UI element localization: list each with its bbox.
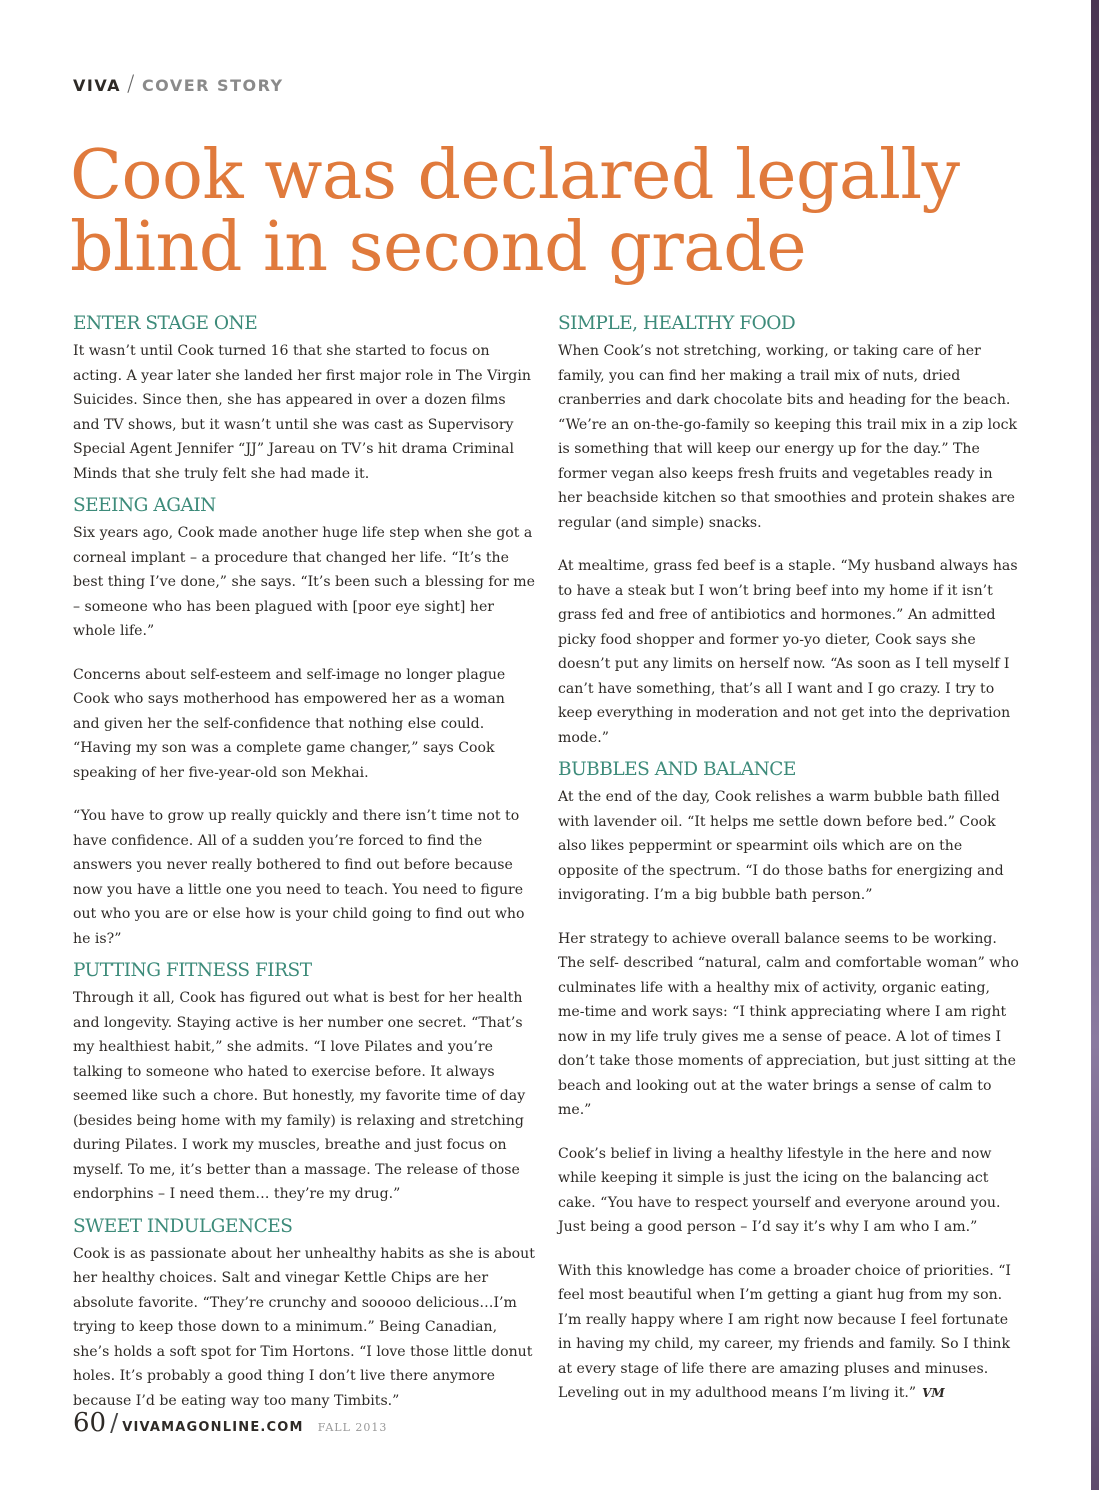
section-kicker xyxy=(73,72,284,97)
subhead-seeing-again: SEEING AGAIN xyxy=(73,495,216,516)
body-paragraph: At mealtime, grass fed beef is a staple. “My husband always has to have a steak but I won’t bring beef into my home if it isn’t grass fed and free of antibiotics and hormones.” An admitted picky food shopper and former yo-yo dieter, Cook says she doesn’t put any limits on herself now. “As soon as I tell myself I can’t have something, that’s all I want and I go crazy. I try to keep everything in moderation and not get into the deprivation mode.” xyxy=(558,558,1018,746)
body-paragraph: When Cook’s not stretching, working, or taking care of her family, you can find her making a trail mix of nuts, dried cranberries and dark chocolate bits and heading for the beach. “We’re an on-the-go-family so keeping this trail mix in a zip lock is something that will keep our energy up for the day.” The former vegan also keeps fresh fruits and vegetables ready in her beachside kitchen so that smoothies and protein shakes are regular (and simple) snacks. xyxy=(558,343,1018,531)
subhead-enter-stage-one: ENTER STAGE ONE xyxy=(73,313,258,334)
body-paragraph: At the end of the day, Cook relishes a warm bubble bath filled with lavender oil. “It helps me settle down before bed.” Cook also likes peppermint or spearmint oils which are on the opposite of the spectrum. “I do those baths for energizing and invigorating. I’m a big bubble bath person.” xyxy=(558,789,1004,903)
body-paragraph: Her strategy to achieve overall balance seems to be working. The self- described “natural, calm and comfortable woman” who culminates life with a healthy mix of activity, organic eating, me-time and work says: “I think appreciating where I am right now in my life truly gives me a sense of peace. A lot of times I don’t take those moments of appreciation, but just sitting at the beach and looking out at the water brings a sense of calm to me.” xyxy=(558,930,1019,1118)
right-column xyxy=(558,312,1020,1425)
body-paragraph: Concerns about self-esteem and self-image no longer plague Cook who says motherhood has empowered her as a woman and given her the self-confidence that nothing else could. “Having my son was a complete game changer,” says Cook speaking of her five-year-old son Mekhai. xyxy=(73,666,506,781)
subhead-putting-fitness-first: PUTTING FITNESS FIRST xyxy=(73,960,312,981)
magazine-brand: VIVA xyxy=(73,76,122,95)
page-edge-decoration xyxy=(1091,0,1099,1490)
article-headline: Cook was declared legally blind in second grade xyxy=(70,136,960,287)
issue-date: FALL 2013 xyxy=(317,1421,388,1434)
section-name: COVER STORY xyxy=(141,76,284,95)
left-column xyxy=(73,312,535,1432)
body-paragraph: Cook is as passionate about her unhealthy habits as she is about her healthy choices. Salt and vinegar Kettle Chips are her absolute favorite. “They’re crunchy and sooooo delicious…I’m trying to keep those down to a minimum.” Being Canadian, she’s holds a soft spot for Tim Hortons. “I love those little donut holes. It’s probably a good thing I don’t live there anymore because I’d be eating way too many Timbits.” xyxy=(73,1245,535,1409)
body-paragraph: Six years ago, Cook made another huge life step when she got a corneal implant – a procedure that changed her life. “It’s the best thing I’ve done,” she says. “It’s been such a blessing for me – someone who has been plagued with [poor eye sight] her whole life.” xyxy=(73,525,535,639)
subhead-bubbles-and-balance: BUBBLES AND BALANCE xyxy=(558,759,796,780)
subhead-simple-healthy-food: SIMPLE, HEALTHY FOOD xyxy=(558,313,796,334)
body-paragraph: Through it all, Cook has figured out what is best for her health and longevity. Staying active is her number one secret. “That’s my healthiest habit,” she admits. “I love Pilates and you’re talking to someone who hated to exercise before. It always seemed like such a chore. But honestly, my favorite time of day (besides being home with my family) is relaxing and stretching during Pilates. I work my muscles, breathe and just focus on myself. To me, it’s better than a massage. The release of those endorphins – I need them… they’re my drug.” xyxy=(73,990,526,1202)
kicker-separator: / xyxy=(127,72,136,97)
body-paragraph-final xyxy=(558,1259,1020,1406)
final-paragraph-text: With this knowledge has come a broader choice of priorities. “I feel most beautiful when I’m getting a giant hug from my son. I’m really happy where I am right now because I feel fortunate in having my child, my career, my friends and family. So I think at every stage of life there are amazing pluses and minuses. Leveling out in my adulthood means I’m living it.” xyxy=(558,1262,1012,1401)
subhead-sweet-indulgences: SWEET INDULGENCES xyxy=(73,1215,293,1237)
page-number: 60 xyxy=(73,1408,107,1438)
body-paragraph: “You have to grow up really quickly and there isn’t time not to have confidence. All of a sudden you’re forced to find the answers you never really bothered to find out before because now you have a little one you need to teach. You need to figure out who you are or else how is your child going to find out who he is?” xyxy=(73,808,525,947)
page-footer xyxy=(73,1408,387,1438)
author-signature: VM xyxy=(922,1386,945,1400)
website-url: VIVAMAGONLINE.COM xyxy=(122,1420,304,1435)
footer-separator: / xyxy=(110,1409,119,1437)
body-paragraph: It wasn’t until Cook turned 16 that she started to focus on acting. A year later she landed her first major role in The Virgin Suicides. Since then, she has appeared in over a dozen films and TV shows, but it wasn’t until she was cast as Supervisory Special Agent Jennifer “JJ” Jareau on TV’s hit drama Criminal Minds that she truly felt she had made it. xyxy=(73,343,531,482)
body-paragraph: Cook’s belief in living a healthy lifestyle in the here and now while keeping it simple is just the icing on the balancing act cake. “You have to respect yourself and everyone around you. Just being a good person – I’d say it’s why I am who I am.” xyxy=(558,1145,1001,1235)
